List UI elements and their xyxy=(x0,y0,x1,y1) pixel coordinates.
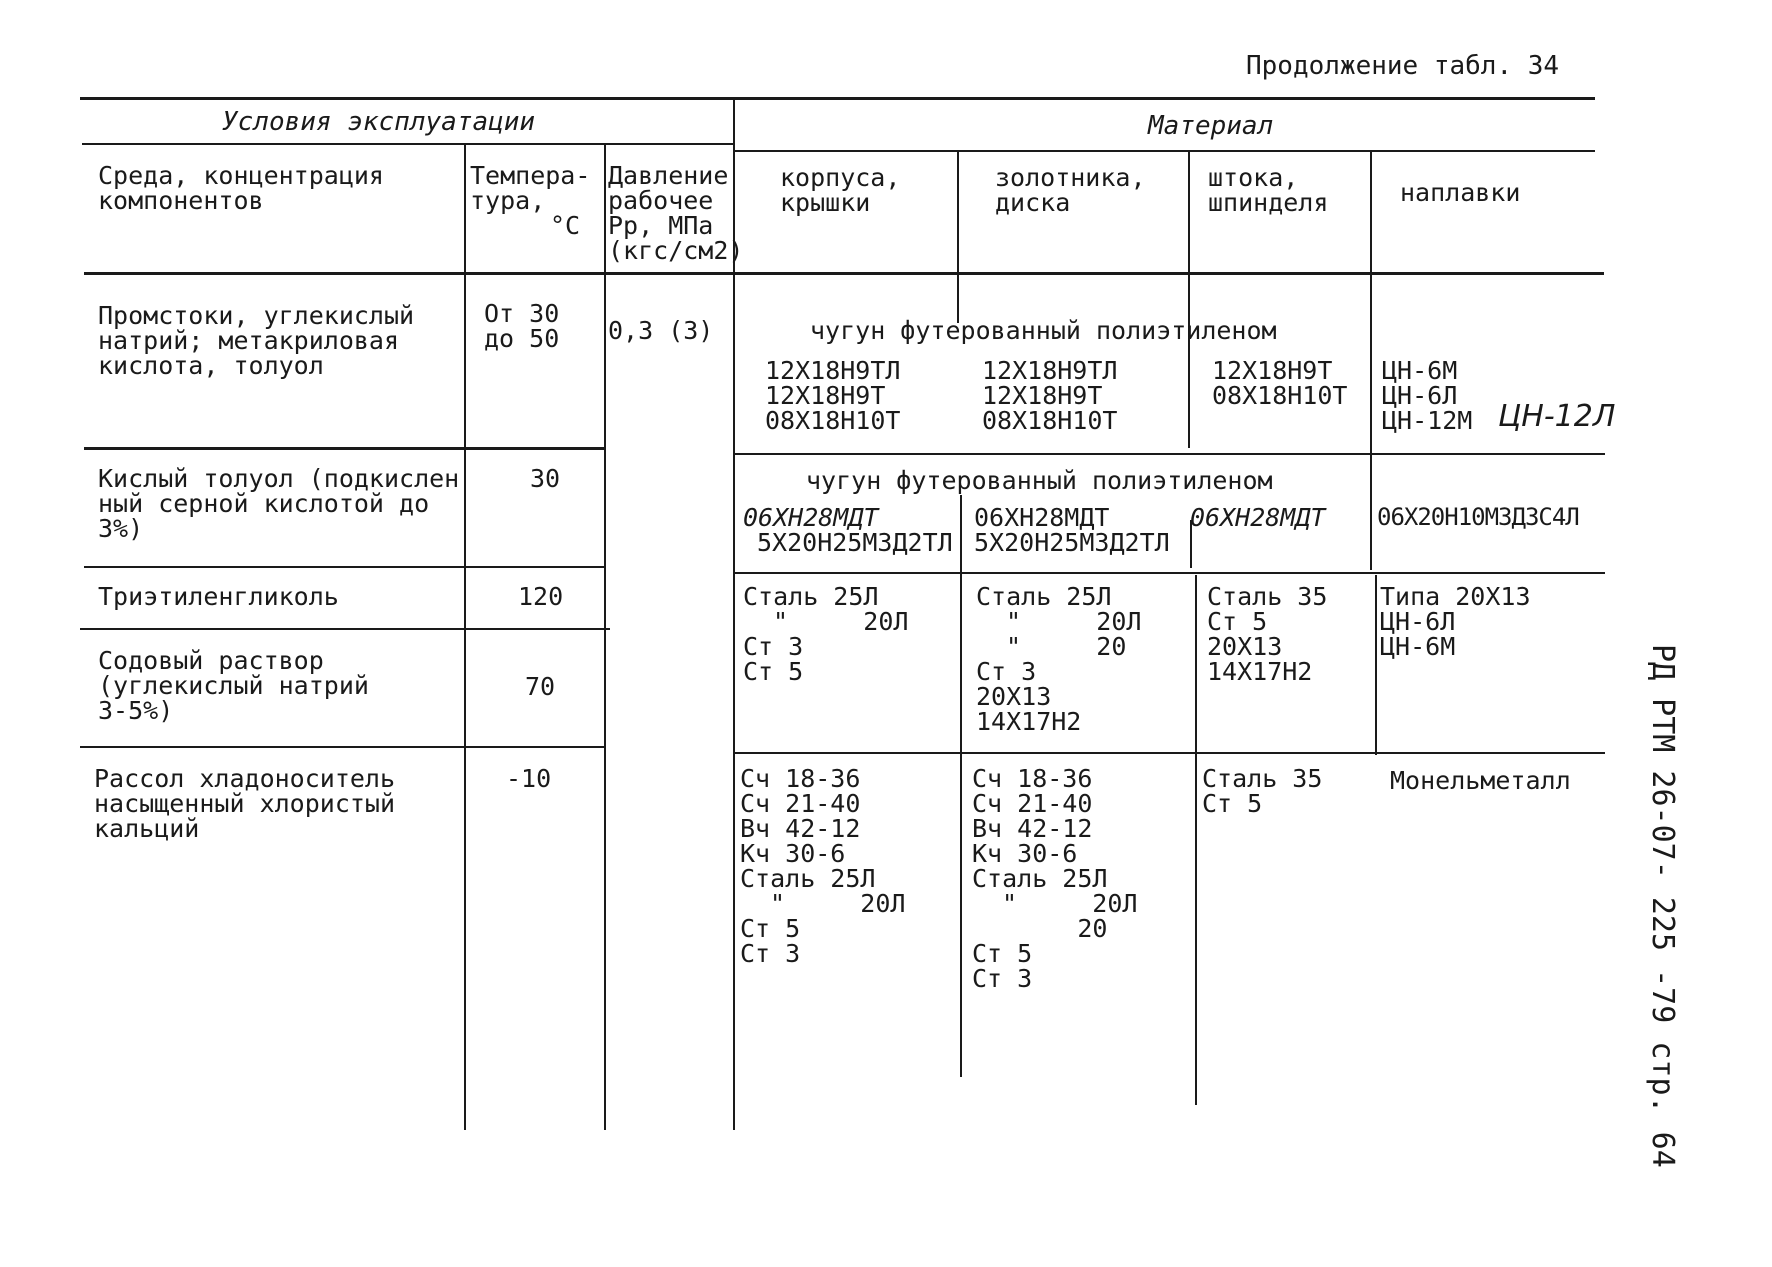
row2-stem: 06ХН28МДТ xyxy=(1190,503,1326,532)
header-medium: Среда, концентрация компонентов xyxy=(98,161,384,215)
row3-gate: Сталь 25Л " 20Л " 20 Ст 3 20Х13 14Х17Н2 xyxy=(976,582,1142,736)
row1-overlay-handwritten: ЦН-12Л xyxy=(1498,399,1616,434)
header-material: Материал xyxy=(1148,111,1274,141)
header-pressure: Давление рабочее Рр, МПа (кгс/см2) xyxy=(608,161,744,265)
row5-temperature: -10 xyxy=(506,764,552,793)
row5-gate: Сч 18-36 Сч 21-40 Вч 42-12 Кч 30-6 Сталь 25Л " 20Л 20 Ст 5 Ст 3 xyxy=(972,764,1138,993)
row3-overlay: Типа 20Х13 ЦН-6Л ЦН-6М xyxy=(1380,582,1531,661)
header-body: корпуса, крышки xyxy=(780,163,901,217)
row2-medium: Кислый толуол (подкислен ный серной кислотой до 3%) xyxy=(98,464,460,543)
row5-medium: Рассол хладоноситель насыщенный хлористый кальций xyxy=(94,764,396,843)
row1-gate: 12Х18Н9ТЛ 12Х18Н9Т 08Х18Н10Т xyxy=(982,356,1118,435)
header-overlay: наплавки xyxy=(1400,178,1521,207)
header-stem: штока, шпинделя xyxy=(1208,163,1329,217)
row2-gate: 06ХН28МДТ 5Х20Н25М3Д2ТЛ xyxy=(974,503,1170,557)
header-temperature: Темпера- тура, °С xyxy=(470,161,591,240)
row1-overlay: ЦН-6М ЦН-6Л ЦН-12М xyxy=(1382,356,1473,435)
row5-body: Сч 18-36 Сч 21-40 Вч 42-12 Кч 30-6 Сталь 25Л " 20Л Ст 5 Ст 3 xyxy=(740,764,906,968)
row1-pressure: 0,3 (3) xyxy=(608,316,714,345)
row3-medium: Триэтиленгликоль xyxy=(98,582,339,611)
row5-stem: Сталь 35 Ст 5 xyxy=(1202,764,1323,818)
row1-lining: чугун футерованный полиэтиленом xyxy=(810,316,1277,345)
row5-overlay: Монельметалл xyxy=(1390,766,1571,795)
row3-stem: Сталь 35 Ст 5 20Х13 14Х17Н2 xyxy=(1207,582,1328,686)
row2-overlay: 06Х20Н10М3Д3С4Л xyxy=(1377,503,1579,531)
row1-temperature: От 30 до 50 xyxy=(484,299,560,353)
row2-temperature: 30 xyxy=(530,464,561,493)
row2-lining: чугун футерованный полиэтиленом xyxy=(806,466,1273,495)
row3-temperature: 120 xyxy=(518,582,564,611)
header-gate: золотника, диска xyxy=(995,163,1146,217)
header-operating-conditions: Условия эксплуатации xyxy=(222,107,536,137)
row4-medium: Содовый раствор (углекислый натрий 3-5%) xyxy=(98,646,369,725)
row4-temperature: 70 xyxy=(525,672,556,701)
row1-medium: Промстоки, углекислый натрий; метакриловая кислота, толуол xyxy=(98,301,415,380)
row1-body: 12Х18Н9ТЛ 12Х18Н9Т 08Х18Н10Т xyxy=(765,356,901,435)
row1-stem: 12Х18Н9Т 08Х18Н10Т xyxy=(1212,356,1348,410)
row3-body: Сталь 25Л " 20Л Ст 3 Ст 5 xyxy=(743,582,909,686)
document-code: РД РТМ 26-07- 225 -79 стр. 64 xyxy=(1645,644,1680,1168)
continuation-caption: Продолжение табл. 34 xyxy=(1246,51,1560,81)
row2-body: 06ХН28МДТ 5Х20Н25М3Д2ТЛ xyxy=(743,503,953,557)
